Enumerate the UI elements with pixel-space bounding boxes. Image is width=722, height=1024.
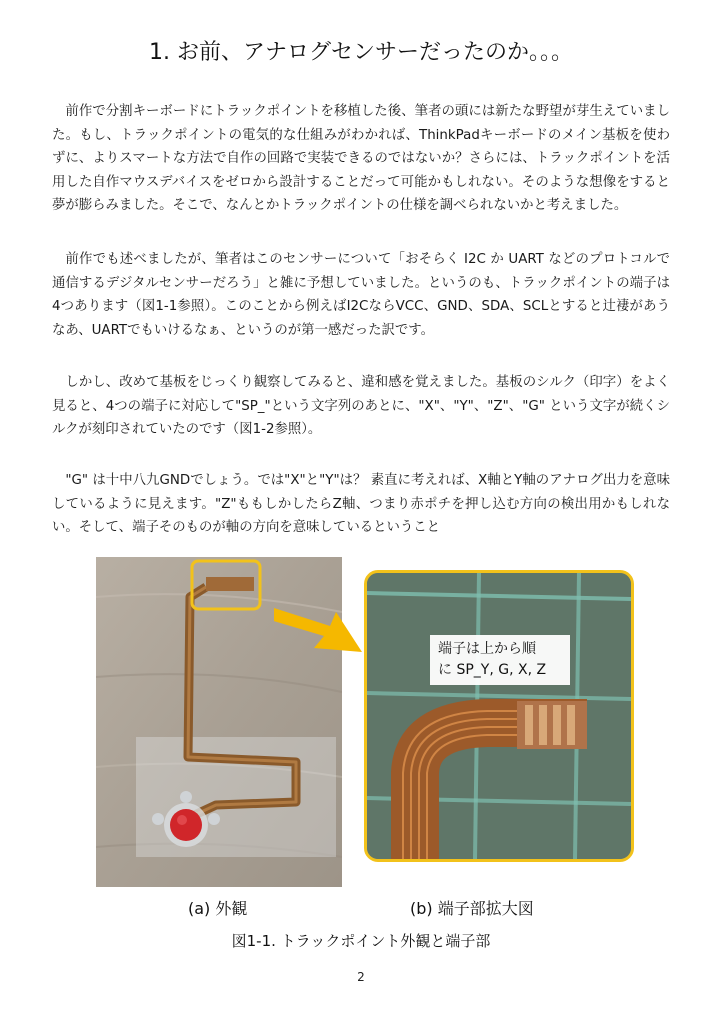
paragraph-3: しかし、改めて基板をじっくり観察してみると、違和感を覚えました。基板のシルク（印字）をよく見ると、4つの端子に対応して"SP_"という文字列のあとに、"X"、"Y"、"Z"、"G" という文字が続くシルクが刻印されていたのです（図1-2参照）。 (52, 375, 670, 438)
page-title: 1. お前、アナログセンサーだったのか。。。 (149, 40, 573, 65)
connector-closeup-photo (364, 570, 634, 862)
figure-caption: 図1-1. トラックポイント外観と端子部 (231, 932, 491, 950)
page-number: 2 (357, 970, 365, 984)
callout-line-2: に SP_Y, G, X, Z (438, 662, 547, 678)
paragraph-2: 前作でも述べましたが、筆者はこのセンサーについて「おそらく I2C か UART などのプロトコルで通信するデジタルセンサーだろう」と雑に予想していました。というのも、トラックポイントの端子は4つあります（図1-1参照）。このことから例えばI2CならVCC、GND、SDA、SCLとすると辻褄があうなあ、UARTでもいけるなぁ、というのが第一感だった訳です。 (52, 252, 670, 338)
pin-order-callout (430, 635, 570, 685)
caption-a: (a) 外観 (188, 899, 248, 918)
paragraph-4: "G" は十中八九GNDでしょう。では"X"と"Y"は？ 素直に考えれば、X軸とY軸のアナログ出力を意味しているように見えます。"Z"ももしかしたらZ軸、つまり赤ポチを押し込む方向の検出用かもしれない。そして、端子そのものが軸の方向を意味しているということ (52, 473, 670, 536)
arrow-icon (274, 598, 364, 660)
paragraph-1: 前作で分割キーボードにトラックポイントを移植した後、筆者の頭には新たな野望が芽生えていました。もし、トラックポイントの電気的な仕組みがわかれば、ThinkPadキーボードのメイン基板を使わずに、よりスマートな方法で自作の回路で実装できるのではないか？さらには、トラックポイントを活用した自作マウスデバイスをゼロから設計することだって可能かもしれない。そのような想像をすると夢が膨らみました。そこで、なんとかトラックポイントの仕様を調べられないかと考えました。 (52, 104, 670, 214)
caption-b: (b) 端子部拡大図 (410, 899, 534, 918)
callout-line-1: 端子は上から順 (438, 641, 536, 657)
